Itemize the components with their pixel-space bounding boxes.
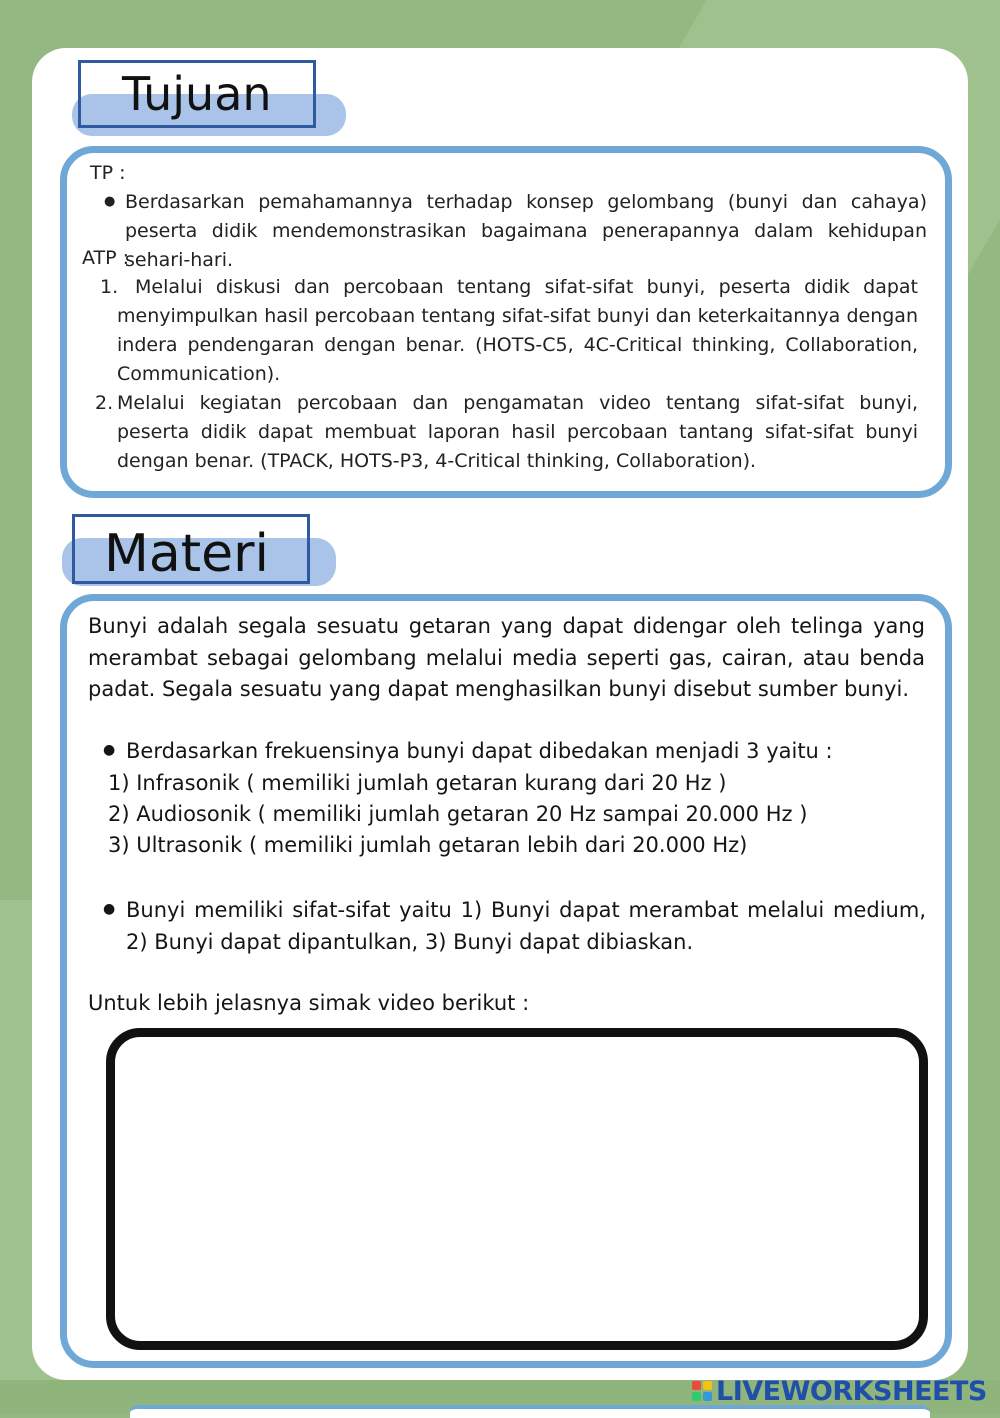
materi-intro: Bunyi adalah segala sesuatu getaran yang dapat didengar oleh telinga yang merambat sebagai gelombang melalui media seperti gas, cairan, atau benda padat. Segala sesuatu yang dapat menghasilkan bunyi disebut sumber bunyi. bbox=[88, 614, 925, 701]
frequency-item: 2) Audiosonik ( memiliki jumlah getaran 20 Hz sampai 20.000 Hz ) bbox=[108, 802, 808, 826]
frequency-item: 3) Ultrasonik ( memiliki jumlah getaran lebih dari 20.000 Hz) bbox=[108, 833, 748, 857]
bullet-icon: ● bbox=[103, 901, 116, 917]
frequency-item: 1) Infrasonik ( memiliki jumlah getaran kurang dari 20 Hz ) bbox=[108, 771, 727, 795]
video-placeholder[interactable] bbox=[106, 1028, 928, 1350]
tujuan-title: Tujuan bbox=[122, 67, 272, 121]
logo-square bbox=[703, 1392, 712, 1401]
materi-header bbox=[62, 512, 342, 592]
video-label: Untuk lebih jelasnya simak video berikut : bbox=[88, 991, 530, 1015]
properties-bullet: Bunyi memiliki sifat-sifat yaitu 1) Bunyi dapat merambat melalui medium, 2) Bunyi dapat dipantulkan, 3) Bunyi dapat dibiaskan. bbox=[126, 898, 926, 954]
frequency-bullet: Berdasarkan frekuensinya bunyi dapat dibedakan menjadi 3 yaitu : bbox=[126, 739, 833, 763]
atp-number: 2. bbox=[95, 392, 114, 414]
tujuan-header bbox=[72, 58, 352, 142]
atp-number: 1. bbox=[100, 276, 119, 298]
atp-label: ATP : bbox=[82, 247, 130, 269]
bullet-icon: ● bbox=[103, 742, 116, 758]
logo-square bbox=[692, 1392, 701, 1401]
atp-item: Melalui kegiatan percobaan dan pengamatan video tentang sifat-sifat bunyi, peserta didik dapat membuat laporan hasil percobaan tantang sifat-sifat bunyi dengan benar. (TPACK, HOTS-P3, 4-Critical thinking, Collaboration). bbox=[117, 392, 918, 472]
logo-square bbox=[703, 1381, 712, 1390]
bullet-icon: ● bbox=[104, 194, 116, 209]
atp-item: Melalui diskusi dan percobaan tentang sifat-sifat bunyi, peserta didik dapat menyimpulkan hasil percobaan tentang sifat-sifat bunyi dan keterkaitannya dengan indera pendengaran dengan benar. (HOTS-C5, 4C-Critical thinking, Collaboration, Communication). bbox=[117, 276, 918, 385]
tp-label: TP : bbox=[90, 162, 126, 184]
watermark-text: LIVEWORKSHEETS bbox=[716, 1375, 987, 1407]
logo-square bbox=[692, 1381, 701, 1390]
next-page-edge bbox=[130, 1405, 930, 1418]
tp-item: Berdasarkan pemahamannya terhadap konsep gelombang (bunyi dan cahaya) peserta didik mendemonstrasikan bagaimana penerapannya dalam kehidupan sehari-hari. bbox=[125, 191, 927, 271]
liveworksheets-logo-icon bbox=[692, 1381, 712, 1401]
liveworksheets-watermark[interactable] bbox=[692, 1376, 987, 1406]
materi-title: Materi bbox=[104, 524, 269, 584]
